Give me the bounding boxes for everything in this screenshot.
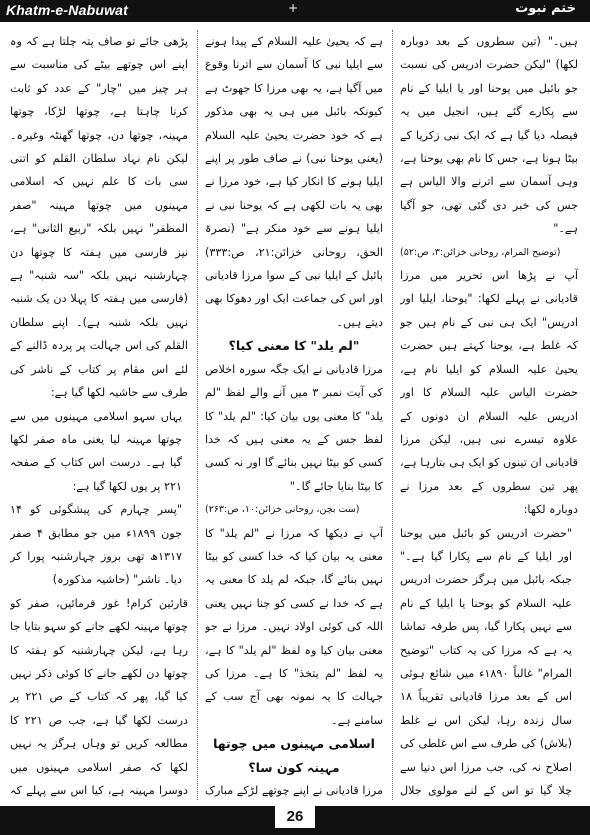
section-heading: اسلامی مہینوں میں چوتھا مہینہ کون سا؟ [213,736,375,775]
paragraph: آپ نے پڑھا اس تحریر میں مرزا قادیانی نے پہلے لکھا: "یوحنا، ایلیا اور ادریس" ایک ہی نبی کے نام ہیں جو کہ غلط ہے، یوحنا کہتے ہیں حضرت یحییٰ علیہ السلام کو ایلیا نام ہے، حضرت الیاس علیہ السلام کا اور ادریس علیہ السلام ان دونوں کے علاوہ تیسرے نبی ہیں، لیکن مرزا قادیانی ان تینوں کو ایک ہی بتارہا ہے، پھر تین سطروں کے بعد مرزا نے دوبارہ لکھا: [400,269,578,517]
page-header [0,0,590,22]
paragraph: مرزا قادیانی نے اپنے چوتھے لڑکے مبارک [205,784,383,797]
center-mark: + [288,1,299,15]
paragraph: قارئین کرام! غور فرمائیں، صفر کو چوتھا مہینہ لکھے جانے کو سہو بتایا جا رہا ہے، لیکن چہارشنبہ کو ہفتہ کا چوتھا دن لکھے جانے کا کوئی ذکر نہیں کیا گیا، پھر کہ کتاب کے ص ۲۲۱ پر درست لکھا گیا ہے، جب ص ۲۲۱ کا مطالعہ کریں تو وہاں ہرگز یہ نہیں لکھا کہ صفر اسلامی مہینوں میں دوسرا مہینہ ہے، کیا اس سے پہلے کہ [10,596,188,797]
column-divider [197,30,198,800]
article-columns [10,30,578,800]
paragraph: پڑھی جائے تو صاف پتہ چلتا ہے کہ وہ اپنے اس چوتھے بیٹے کی مناسبت سے ہر چیز میں "چار" کے عدد کو ثابت کرنا چاہتا ہے، چوتھا لڑکا، چوتھا مہینہ، چوتھا دن، چوتھا گھنٹہ وغیرہ۔ لیکن نام نہاد سلطان القلم کو اتنی سی بات کا علم نہیں کہ اسلامی مہینوں میں چوتھا مہینہ "صفر المظفر" نہیں بلکہ "ربیع الثانی" ہے، نیز فارسی میں ہفتہ کا چوتھا دن چہارشنبہ نہیں بلکہ "سہ شنبہ" ہے (فارسی میں ہفتہ کا پہلا دن یک شنبہ نہیں بلکہ شنبہ ہے)۔ اپنے سلطان القلم کی اس جہالت پر پردہ ڈالنے کے لئے اس مقام پر کتاب کے ناشر کی طرف سے حاشیہ لکھا گیا ہے: [10,35,188,400]
paragraph: مرزا قادیانی نے ایک جگہ سورہ اخلاص کی آیت نمبر ۳ میں آنے والے لفظ "لم یلد" کا معنی یوں بیان کیا: "لم یلد" کا لفظ جس کے یہ معنی ہیں کہ خدا کسی کو بیٹا نہیں بنائے گا اور نہ کسی کا بیٹا بنایا جائے گا۔" [205,362,383,493]
paragraph: ہے کہ یحییٰ علیہ السلام کے پیدا ہونے سے ایلیا نبی کا آسمان سے اترنا وقوع میں آگیا ہے، یہ بھی مرزا کا جھوٹ ہے کیونکہ بائبل میں ہی یہ بھی مذکور ہے کہ خود حضرت یحییٰ علیہ السلام (یعنی یوحنا نبی) نے صاف طور پر اپنے ایلیا ہونے کا انکار کیا ہے، خود مرزا نے بھی یہ بات لکھی ہے کہ یوحنا نبی نے ایلیا ہونے سے خود منکر ہے" (نصرۃ الحق، روحانی خزائن:۲۱، ص:۳۳۳) بائبل کے ایلیا نبی کے سوا مرزا قادیانی اور اس کی جماعت ایک اور دھوکا بھی دیتے ہیں۔ [205,35,383,329]
magazine-logo: ختم نبوت [515,1,576,16]
column-right [400,30,578,800]
section-heading: "لم یلد" کا معنی کیا؟ [228,338,360,354]
page-footer [0,806,590,835]
page-number: 26 [275,806,315,828]
paragraph: ہیں۔" (تین سطروں کے بعد دوبارہ لکھا) "لیکن حضرت ادریس کی نسبت جو بائبل میں یوحنا اور یا ایلیا کے نام سے پکارے گئے ہیں، انجیل میں یہ فیصلہ دیا گیا ہے کہ ایک نبی زکریا کے بیٹا ہونا ہے، جس کا نام بھی یوحنا ہے، وہی آسمان سے اترنے والا الیاس ہے جس کی خبر دی گئی تھی، جو آگیا ہے۔" [400,35,578,236]
column-divider [392,30,393,800]
column-left [10,30,188,800]
citation: (ست بچن، روحانی خزائن:۱۰، ص:۲۶۳) [205,504,360,516]
quotation: "پسر چہارم کی پیشگوئی کو ۱۴ جون ۱۸۹۹ء میں جو مطابق ۴ صفر ۱۳۱۷ھ تھی بروز چہارشنبہ پورا کر دیا۔ ناشر" (حاشیہ مذکورہ) [10,503,183,587]
quotation: "حضرت ادریس کو بائبل میں یوحنا اور ایلیا کے نام سے پکارا گیا ہے۔" جبکہ بائبل میں ہرگز حضرت ادریس علیہ السلام کو یوحنا یا ایلیا کے نام سے نہیں پکارا گیا، پس طرفہ تماشا یہ ہے کہ مرزا کی یہ کتاب "توضیح المرام" غالباً ۱۸۹۰ء میں شائع ہوئی اس کے بعد مرزا قادیانی تقریباً ۱۸ سال زندہ رہا، لیکن اس نے غلط (بلاش) کی طرف سے اس غلطی کی اصلاح نہ کی، جب مرزا اس دنیا سے چلا گیا تو اس کے لنے مولوی جلال [400,526,572,797]
magazine-title: Khatm-e-Nabuwat [6,2,129,18]
citation: (توضیح المرام، روحانی خزائن:۳، ص:۵۲) [400,246,561,258]
paragraph: آپ نے دیکھا کہ مرزا نے "لم یلد" کا معنی یہ بیان کیا کہ خدا کسی کو بیٹا نہیں بنائے گا، جبکہ لم یلد کا معنی یہ ہے کہ خدا نے کسی کو جنا نہیں یعنی اللہ کی کوئی اولاد نہیں۔ مرزا نے جو معنی بیان کیا وہ لفظ "لم یلد" کا ہے، یہ لفظ "لم یتخذ" کا ہے۔ مرزا کی جہالت کا یہ نمونہ بھی آج سب کے سامنے ہے۔ [205,526,383,727]
quotation: یہاں سہو اسلامی مہینوں میں سے چوتھا مہینہ لیا یعنی ماہ صفر لکھا گیا ہے۔ درست اس کتاب کے صفحہ ۲۲۱ پر یوں لکھا گیا ہے: [10,409,182,493]
column-middle [205,30,383,800]
